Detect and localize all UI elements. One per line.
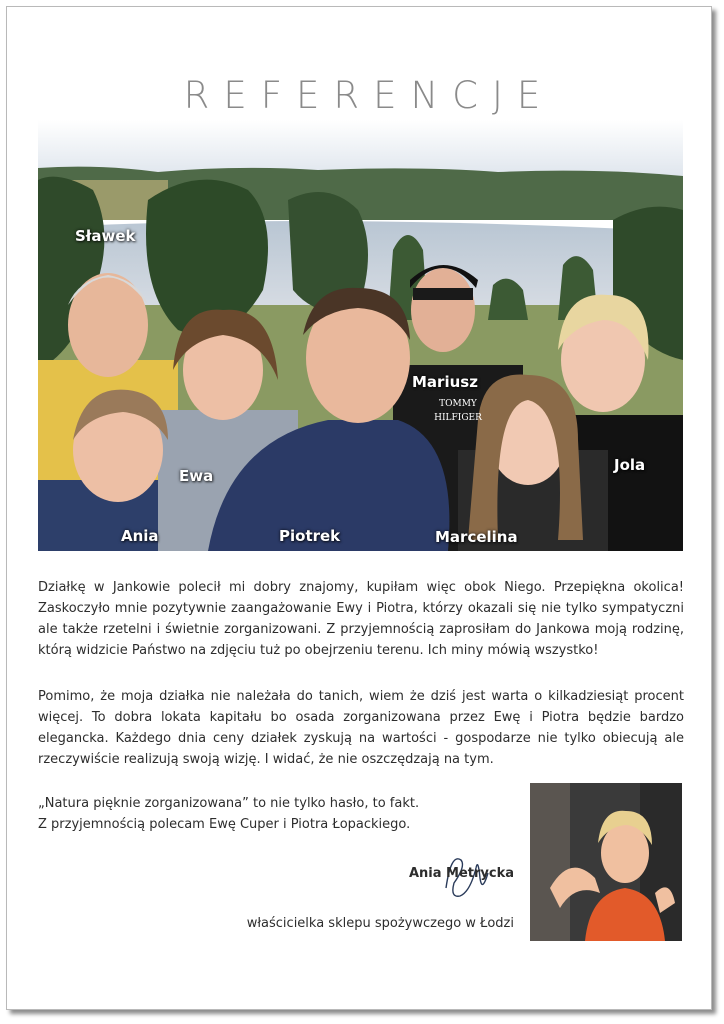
author-portrait-photo bbox=[530, 783, 682, 941]
group-photo-illustration bbox=[38, 120, 683, 551]
paragraph-text: Działkę w Jankowie polecił mi dobry znajomy, kupiłam więc obok Niego. Przepiękna okolica! Zaskoczyło mnie pozytywnie zaangażowanie Ewy i Piotra, którzy okazali się nie tylko sympatyczni ale także rzetelni i świetnie zorganizowani. Z przyjemnością zaprosiłam do Jankowa moją rodzinę, którą widzicie Państwo na zdjęciu tuż po obejrzeniu terenu. Ich miny mówią wszystko! bbox=[38, 580, 684, 658]
name-label-mariusz: Mariusz bbox=[412, 373, 478, 391]
quote-line: Z przyjemnością polecam Ewę Cuper i Piotra Łopackiego. bbox=[38, 817, 411, 832]
signature-name: Ania Metrycka bbox=[408, 866, 514, 881]
name-label-jola: Jola bbox=[614, 456, 646, 474]
name-label-ania: Ania bbox=[121, 527, 159, 545]
paragraph-text: Pomimo, że moja działka nie należała do tanich, wiem że dziś jest warta o kilkadziesiąt procent więcej. To dobra lokata kapitału bo osada zorganizowana przez Ewę i Piotra będzie bardzo elegancka. Każdego dnia ceny działek zyskują na wartości - gospodarze nie tylko obiecują ale rzeczywiście realizują swoją wizję. I widać, że nie oszczędzają na tym. bbox=[38, 689, 684, 767]
shirt-brand-text: HILFIGER bbox=[434, 413, 482, 423]
name-label-slawek: Sławek bbox=[75, 227, 136, 245]
portrait-illustration bbox=[530, 783, 682, 941]
signature-role: właścicielka sklepu spożywczego w Łodzi bbox=[246, 916, 514, 931]
testimonial-paragraph-2 bbox=[38, 686, 684, 770]
name-label-marcelina: Marcelina bbox=[435, 528, 518, 546]
page-title: REFERENCJE bbox=[183, 74, 555, 117]
name-label-ewa: Ewa bbox=[179, 467, 214, 485]
group-photo bbox=[38, 120, 683, 551]
testimonial-paragraph-1 bbox=[38, 577, 684, 661]
name-label-piotrek: Piotrek bbox=[279, 527, 341, 545]
shirt-brand-text: TOMMY bbox=[439, 399, 477, 409]
quote-line: „Natura pięknie zorganizowana” to nie tylko hasło, to fakt. bbox=[38, 796, 420, 811]
recommendation-quote bbox=[38, 793, 518, 835]
